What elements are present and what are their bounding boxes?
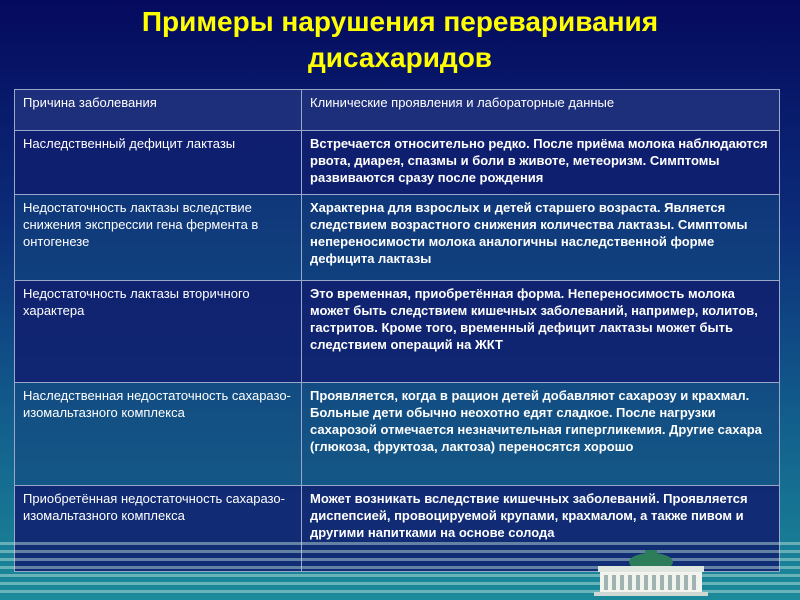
slide-title (0, 4, 800, 76)
table-container (14, 89, 780, 572)
header-details: Клинические проявления и лабораторные данные (302, 90, 780, 131)
slide-title-line2: дисахаридов (307, 42, 493, 73)
cell-details: Встречается относительно редко. После приёма молока наблюдаются рвота, диарея, спазмы и боли в животе, метеоризм. Симптомы развиваются сразу после рождения (302, 131, 780, 195)
cell-details: Характерна для взрослых и детей старшего возраста. Является следствием возрастного снижения количества лактазы. Симптомы непереносимости молока аналогичны наследственной форме дефицита лактазы (302, 194, 780, 280)
cell-cause: Приобретённая недостаточность сахаразо-изомальтазного комплекса (15, 485, 302, 571)
table-row (15, 280, 780, 383)
header-cause: Причина заболевания (15, 90, 302, 131)
cell-details: Проявляется, когда в рацион детей добавляют сахарозу и крахмал. Больные дети обычно неохотно едят сладкое. После нагрузки сахарозой отмечается незначительная гипергликемия. Другие сахара (глюкоза, фруктоза, лактоза) переносятся хорошо (302, 383, 780, 486)
table-row (15, 131, 780, 195)
data-table (14, 89, 780, 572)
stripe (0, 542, 800, 545)
slide-title-line1: Примеры нарушения переваривания (141, 6, 659, 37)
cell-details: Это временная, приобретённая форма. Непереносимость молока может быть следствием кишечных заболеваний, например, колитов, гастритов. Кроме того, временный дефицит лактазы может быть следствием операций на ЖКТ (302, 280, 780, 383)
cell-cause: Наследственная недостаточность сахаразо-изомальтазного комплекса (15, 383, 302, 486)
cell-details: Может возникать вследствие кишечных заболеваний. Проявляется диспепсией, провоцируемой крупами, крахмалом, а также пивом и другими напитками на основе солода (302, 485, 780, 571)
cell-cause: Наследственный дефицит лактазы (15, 131, 302, 195)
cell-cause: Недостаточность лактазы вследствие снижения экспрессии гена фермента в онтогенезе (15, 194, 302, 280)
building-icon (592, 548, 710, 596)
table-header-row (15, 90, 780, 131)
table-row (15, 383, 780, 486)
cell-cause: Недостаточность лактазы вторичного характера (15, 280, 302, 383)
table-row (15, 194, 780, 280)
